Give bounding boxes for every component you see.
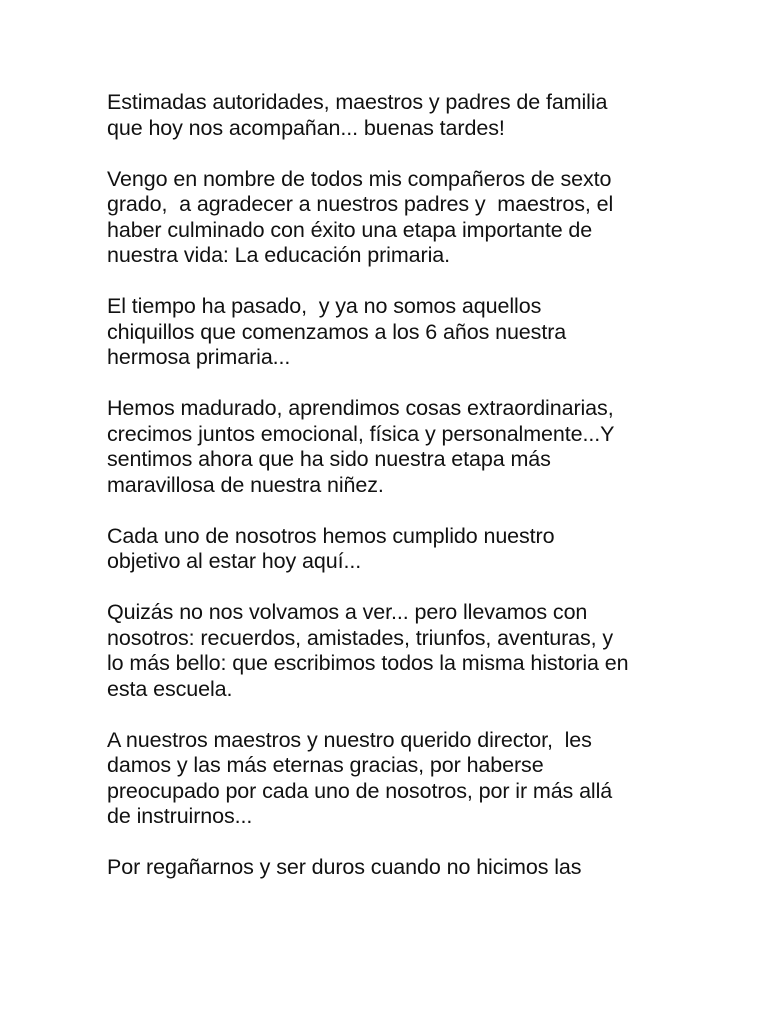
text-line: haber culminado con éxito una etapa importante de bbox=[107, 217, 593, 242]
text-line: Por regañarnos y ser duros cuando no hicimos las bbox=[107, 855, 582, 879]
paragraph-scolding bbox=[107, 855, 687, 881]
text-line: sentimos ahora que ha sido nuestra etapa más bbox=[107, 447, 551, 471]
text-line: A nuestros maestros y nuestro querido director, les bbox=[107, 727, 592, 752]
text-line: damos y las más eternas gracias, por haberse bbox=[107, 753, 544, 777]
text-line: Cada uno de nosotros hemos cumplido nuestro bbox=[107, 523, 555, 548]
paragraph-teachers bbox=[107, 728, 687, 830]
document-body bbox=[107, 90, 687, 906]
paragraph-growth bbox=[107, 396, 687, 498]
text-line: Hemos madurado, aprendimos cosas extraordinarias, bbox=[107, 396, 614, 420]
text-line: Vengo en nombre de todos mis compañeros de sexto bbox=[107, 166, 612, 191]
text-line: lo más bello: que escribimos todos la misma historia en bbox=[107, 651, 629, 675]
text-line: esta escuela. bbox=[107, 676, 233, 701]
paragraph-greeting bbox=[107, 90, 687, 141]
paragraph-gratitude bbox=[107, 167, 687, 269]
text-line: nosotros: recuerdos, amistades, triunfos, aventuras, y bbox=[107, 625, 614, 650]
text-line: maravillosa de nuestra niñez. bbox=[107, 472, 384, 497]
paragraph-time bbox=[107, 294, 687, 371]
text-line: preocupado por cada uno de nosotros, por ir más allá bbox=[107, 778, 613, 803]
text-line: crecimos juntos emocional, física y personalmente...Y bbox=[107, 421, 615, 446]
text-line: que hoy nos acompañan... buenas tardes! bbox=[107, 115, 505, 140]
text-line: objetivo al estar hoy aquí... bbox=[107, 549, 362, 573]
paragraph-memories bbox=[107, 600, 687, 702]
paragraph-goal bbox=[107, 524, 687, 575]
text-line: chiquillos que comenzamos a los 6 años nuestra bbox=[107, 319, 567, 344]
text-line: Quizás no nos volvamos a ver... pero llevamos con bbox=[107, 600, 588, 624]
text-line: hermosa primaria... bbox=[107, 345, 291, 369]
text-line: nuestra vida: La educación primaria. bbox=[107, 243, 450, 267]
text-line: de instruirnos... bbox=[107, 804, 253, 828]
text-line: grado, a agradecer a nuestros padres y maestros, el bbox=[107, 192, 614, 216]
text-line: El tiempo ha pasado, y ya no somos aquellos bbox=[107, 294, 542, 318]
text-line: Estimadas autoridades, maestros y padres de familia bbox=[107, 90, 608, 114]
